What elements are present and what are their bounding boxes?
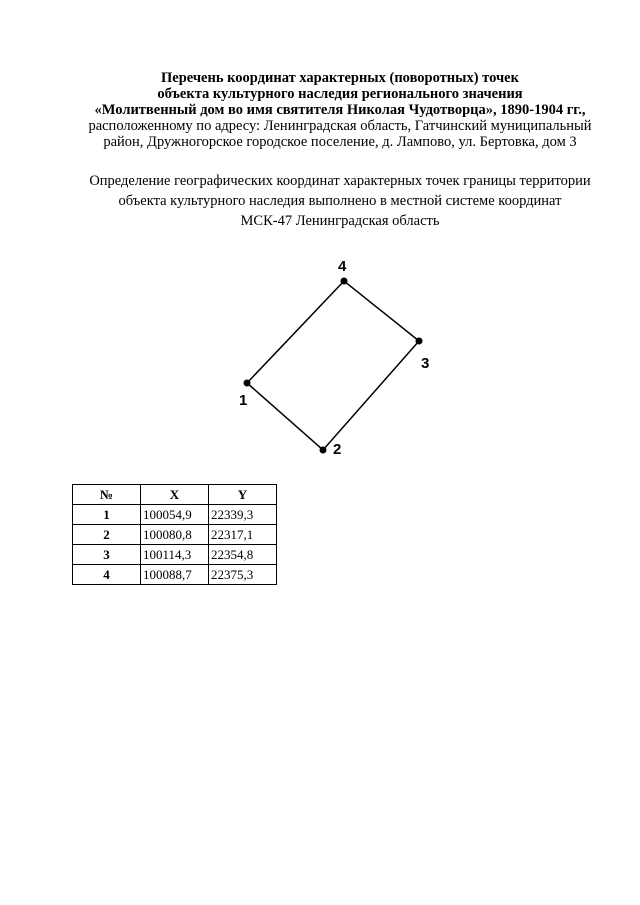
column-header-x: X bbox=[141, 485, 209, 505]
title-line-2: объекта культурного наследия регионального значения bbox=[157, 86, 523, 102]
point-marker-3 bbox=[416, 338, 423, 345]
coordinates-table bbox=[72, 484, 277, 585]
table-row bbox=[73, 565, 277, 585]
point-label-4: 4 bbox=[338, 258, 347, 275]
cell-x: 100088,7 bbox=[141, 565, 209, 585]
note-line-1: Определение географических координат характерных точек границы территории bbox=[89, 173, 591, 189]
address-line-2: район, Дружногорское городское поселение, д. Лампово, ул. Бертовка, дом 3 bbox=[103, 134, 577, 150]
point-label-1: 1 bbox=[239, 392, 248, 409]
title-line-1: Перечень координат характерных (поворотных) точек bbox=[161, 70, 519, 86]
point-marker-2 bbox=[320, 447, 327, 454]
table-header-row bbox=[73, 485, 277, 505]
cell-x: 100114,3 bbox=[141, 545, 209, 565]
table-row bbox=[73, 505, 277, 525]
note-line-3: МСК-47 Ленинградская область bbox=[240, 213, 440, 229]
cell-y: 22354,8 bbox=[209, 545, 277, 565]
cell-number: 2 bbox=[73, 525, 141, 545]
note-line-2: объекта культурного наследия выполнено в местной системе координат bbox=[118, 193, 562, 209]
cell-number: 4 bbox=[73, 565, 141, 585]
cell-y: 22375,3 bbox=[209, 565, 277, 585]
table-row bbox=[73, 525, 277, 545]
title-line-3: «Молитвенный дом во имя святителя Николая Чудотворца», 1890-1904 гг., bbox=[94, 102, 586, 118]
boundary-outline bbox=[247, 281, 419, 450]
cell-number: 1 bbox=[73, 505, 141, 525]
cell-x: 100054,9 bbox=[141, 505, 209, 525]
cell-y: 22317,1 bbox=[209, 525, 277, 545]
cell-number: 3 bbox=[73, 545, 141, 565]
table-row bbox=[73, 545, 277, 565]
column-header-number: № bbox=[73, 485, 141, 505]
point-marker-4 bbox=[341, 278, 348, 285]
point-label-3: 3 bbox=[421, 355, 430, 372]
point-label-2: 2 bbox=[333, 441, 342, 458]
address-line-1: расположенному по адресу: Ленинградская область, Гатчинский муниципальный bbox=[88, 118, 592, 134]
point-marker-1 bbox=[244, 380, 251, 387]
column-header-y: Y bbox=[209, 485, 277, 505]
cell-y: 22339,3 bbox=[209, 505, 277, 525]
cell-x: 100080,8 bbox=[141, 525, 209, 545]
